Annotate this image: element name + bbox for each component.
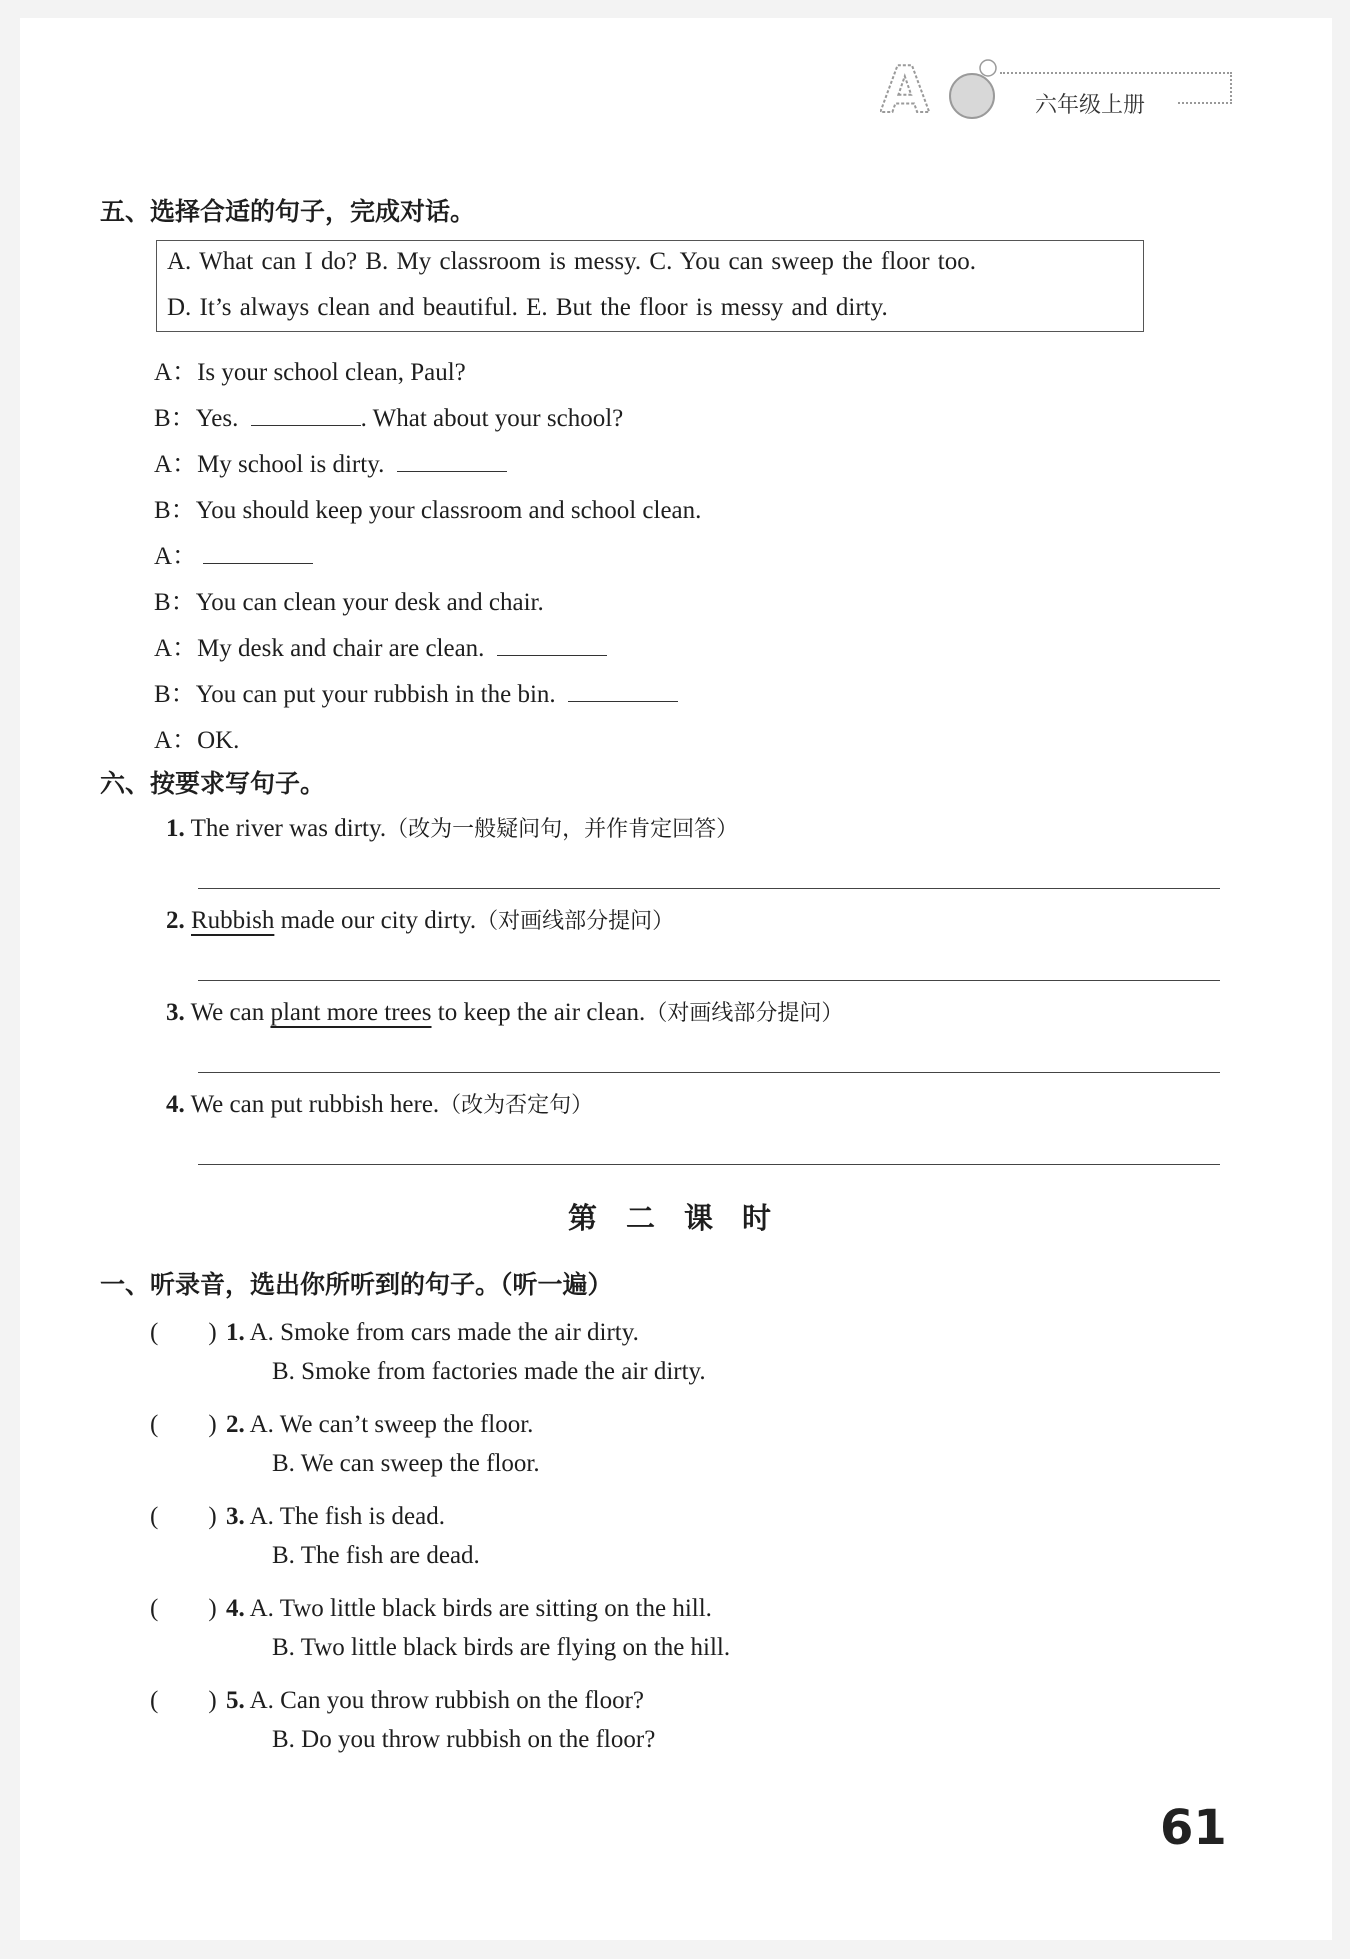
answer-paren[interactable]: ( )	[150, 1503, 217, 1530]
option-b: B. Two little black birds are flying on the hill.	[272, 1634, 731, 1661]
answer-paren[interactable]: ( )	[150, 1319, 217, 1346]
lesson-heading: 第 二 课 时	[568, 1201, 772, 1235]
item-number: 4.	[166, 1091, 185, 1118]
dialogue-line	[154, 536, 313, 572]
speaker-label: A：	[154, 543, 198, 570]
option-b: B. We can sweep the floor.	[272, 1450, 540, 1477]
grade-label: 六年级上册	[1035, 93, 1146, 118]
item-number: 1.	[226, 1319, 245, 1346]
answer-paren[interactable]: ( )	[150, 1411, 217, 1438]
dialogue-text: My desk and chair are clean.	[197, 635, 491, 662]
option-b: B. Do you throw rubbish on the floor?	[272, 1726, 656, 1753]
dialogue-text: My school is dirty.	[197, 451, 391, 478]
listening-item	[150, 1404, 533, 1440]
option-a: A. Two little black birds are sitting on the hill.	[249, 1595, 712, 1622]
dialogue-line	[154, 398, 623, 434]
option-a: A. Smoke from cars made the air dirty.	[249, 1319, 639, 1346]
item-number: 2.	[226, 1411, 245, 1438]
page-number: 61	[1160, 1800, 1227, 1856]
ab-logo-icon	[880, 46, 1000, 126]
answer-blank[interactable]	[397, 449, 507, 472]
header-logo	[880, 46, 1000, 126]
item-number: 2.	[166, 907, 185, 934]
options-line-2: D. It’s always clean and beautiful. E. But the floor is messy and dirty.	[167, 294, 888, 321]
option-a: A. We can’t sweep the floor.	[249, 1411, 534, 1438]
rewrite-item	[166, 996, 843, 1027]
item-number: 3.	[166, 999, 185, 1026]
answer-line[interactable]	[198, 980, 1220, 981]
dialogue-text: OK.	[197, 727, 240, 754]
listening-item	[150, 1588, 712, 1624]
dialogue-line	[154, 674, 678, 710]
item-number: 4.	[226, 1595, 245, 1622]
listening-item	[150, 1680, 644, 1716]
answer-line[interactable]	[198, 1164, 1220, 1165]
item-number: 3.	[226, 1503, 245, 1530]
option-b: B. Smoke from factories made the air dirty.	[272, 1358, 706, 1385]
dialogue-text: You can clean your desk and chair.	[195, 589, 544, 616]
section6-title: 六、按要求写句子。	[100, 769, 326, 798]
item-sentence: made our city dirty.	[274, 907, 477, 934]
speaker-label: B：	[154, 681, 196, 708]
option-b: B. The fish are dead.	[272, 1542, 480, 1569]
answer-blank[interactable]	[568, 679, 678, 702]
answer-paren[interactable]: ( )	[150, 1687, 217, 1714]
underlined-part: Rubbish	[191, 907, 275, 934]
answer-blank[interactable]	[251, 403, 361, 426]
item-instruction: （改为否定句）	[439, 1093, 594, 1118]
speaker-label: B：	[154, 405, 196, 432]
rewrite-item	[166, 1088, 593, 1119]
section5-title: 五、选择合适的句子，完成对话。	[100, 197, 476, 226]
rewrite-item	[166, 812, 738, 843]
item-instruction: （改为一般疑问句，并作肯定回答）	[386, 817, 739, 842]
speaker-label: A：	[154, 727, 198, 754]
dialogue-line	[154, 490, 701, 526]
dialogue-text: You should keep your classroom and school clean.	[195, 497, 702, 524]
answer-blank[interactable]	[203, 541, 313, 564]
speaker-label: A：	[154, 359, 198, 386]
rewrite-item	[166, 904, 674, 935]
speaker-label: A：	[154, 635, 198, 662]
underlined-part: plant more trees	[270, 999, 432, 1026]
item-instruction: （对画线部分提问）	[645, 1001, 844, 1026]
dialogue-text: Yes.	[195, 405, 245, 432]
item-sentence: We can put rubbish here.	[190, 1091, 440, 1118]
header-dotted-rule	[1178, 102, 1228, 104]
listening-item	[150, 1312, 639, 1348]
answer-paren[interactable]: ( )	[150, 1595, 217, 1622]
dialogue-line	[154, 582, 544, 618]
option-a: A. The fish is dead.	[249, 1503, 445, 1530]
section1-title: 一、听录音，选出你所听到的句子。（听一遍）	[100, 1270, 613, 1299]
option-a: A. Can you throw rubbish on the floor?	[249, 1687, 645, 1714]
dialogue-line	[154, 352, 466, 388]
speaker-label: B：	[154, 589, 196, 616]
item-sentence: We can	[190, 999, 271, 1026]
item-sentence: The river was dirty.	[190, 815, 387, 842]
dialogue-line	[154, 444, 507, 480]
dialogue-text: You can put your rubbish in the bin.	[195, 681, 562, 708]
dialogue-line	[154, 720, 239, 756]
dialogue-line	[154, 628, 607, 664]
answer-line[interactable]	[198, 888, 1220, 889]
svg-text:A: A	[880, 54, 930, 126]
answer-blank[interactable]	[497, 633, 607, 656]
item-number: 5.	[226, 1687, 245, 1714]
listening-item	[150, 1496, 445, 1532]
speaker-label: A：	[154, 451, 198, 478]
answer-line[interactable]	[198, 1072, 1220, 1073]
speaker-label: B：	[154, 497, 196, 524]
dialogue-text: Is your school clean, Paul?	[197, 359, 466, 386]
options-line-1: A. What can I do? B. My classroom is messy. C. You can sweep the floor too.	[167, 248, 976, 275]
item-sentence: to keep the air clean.	[431, 999, 646, 1026]
dialogue-text: . What about your school?	[360, 405, 624, 432]
item-number: 1.	[166, 815, 185, 842]
item-instruction: （对画线部分提问）	[476, 909, 675, 934]
